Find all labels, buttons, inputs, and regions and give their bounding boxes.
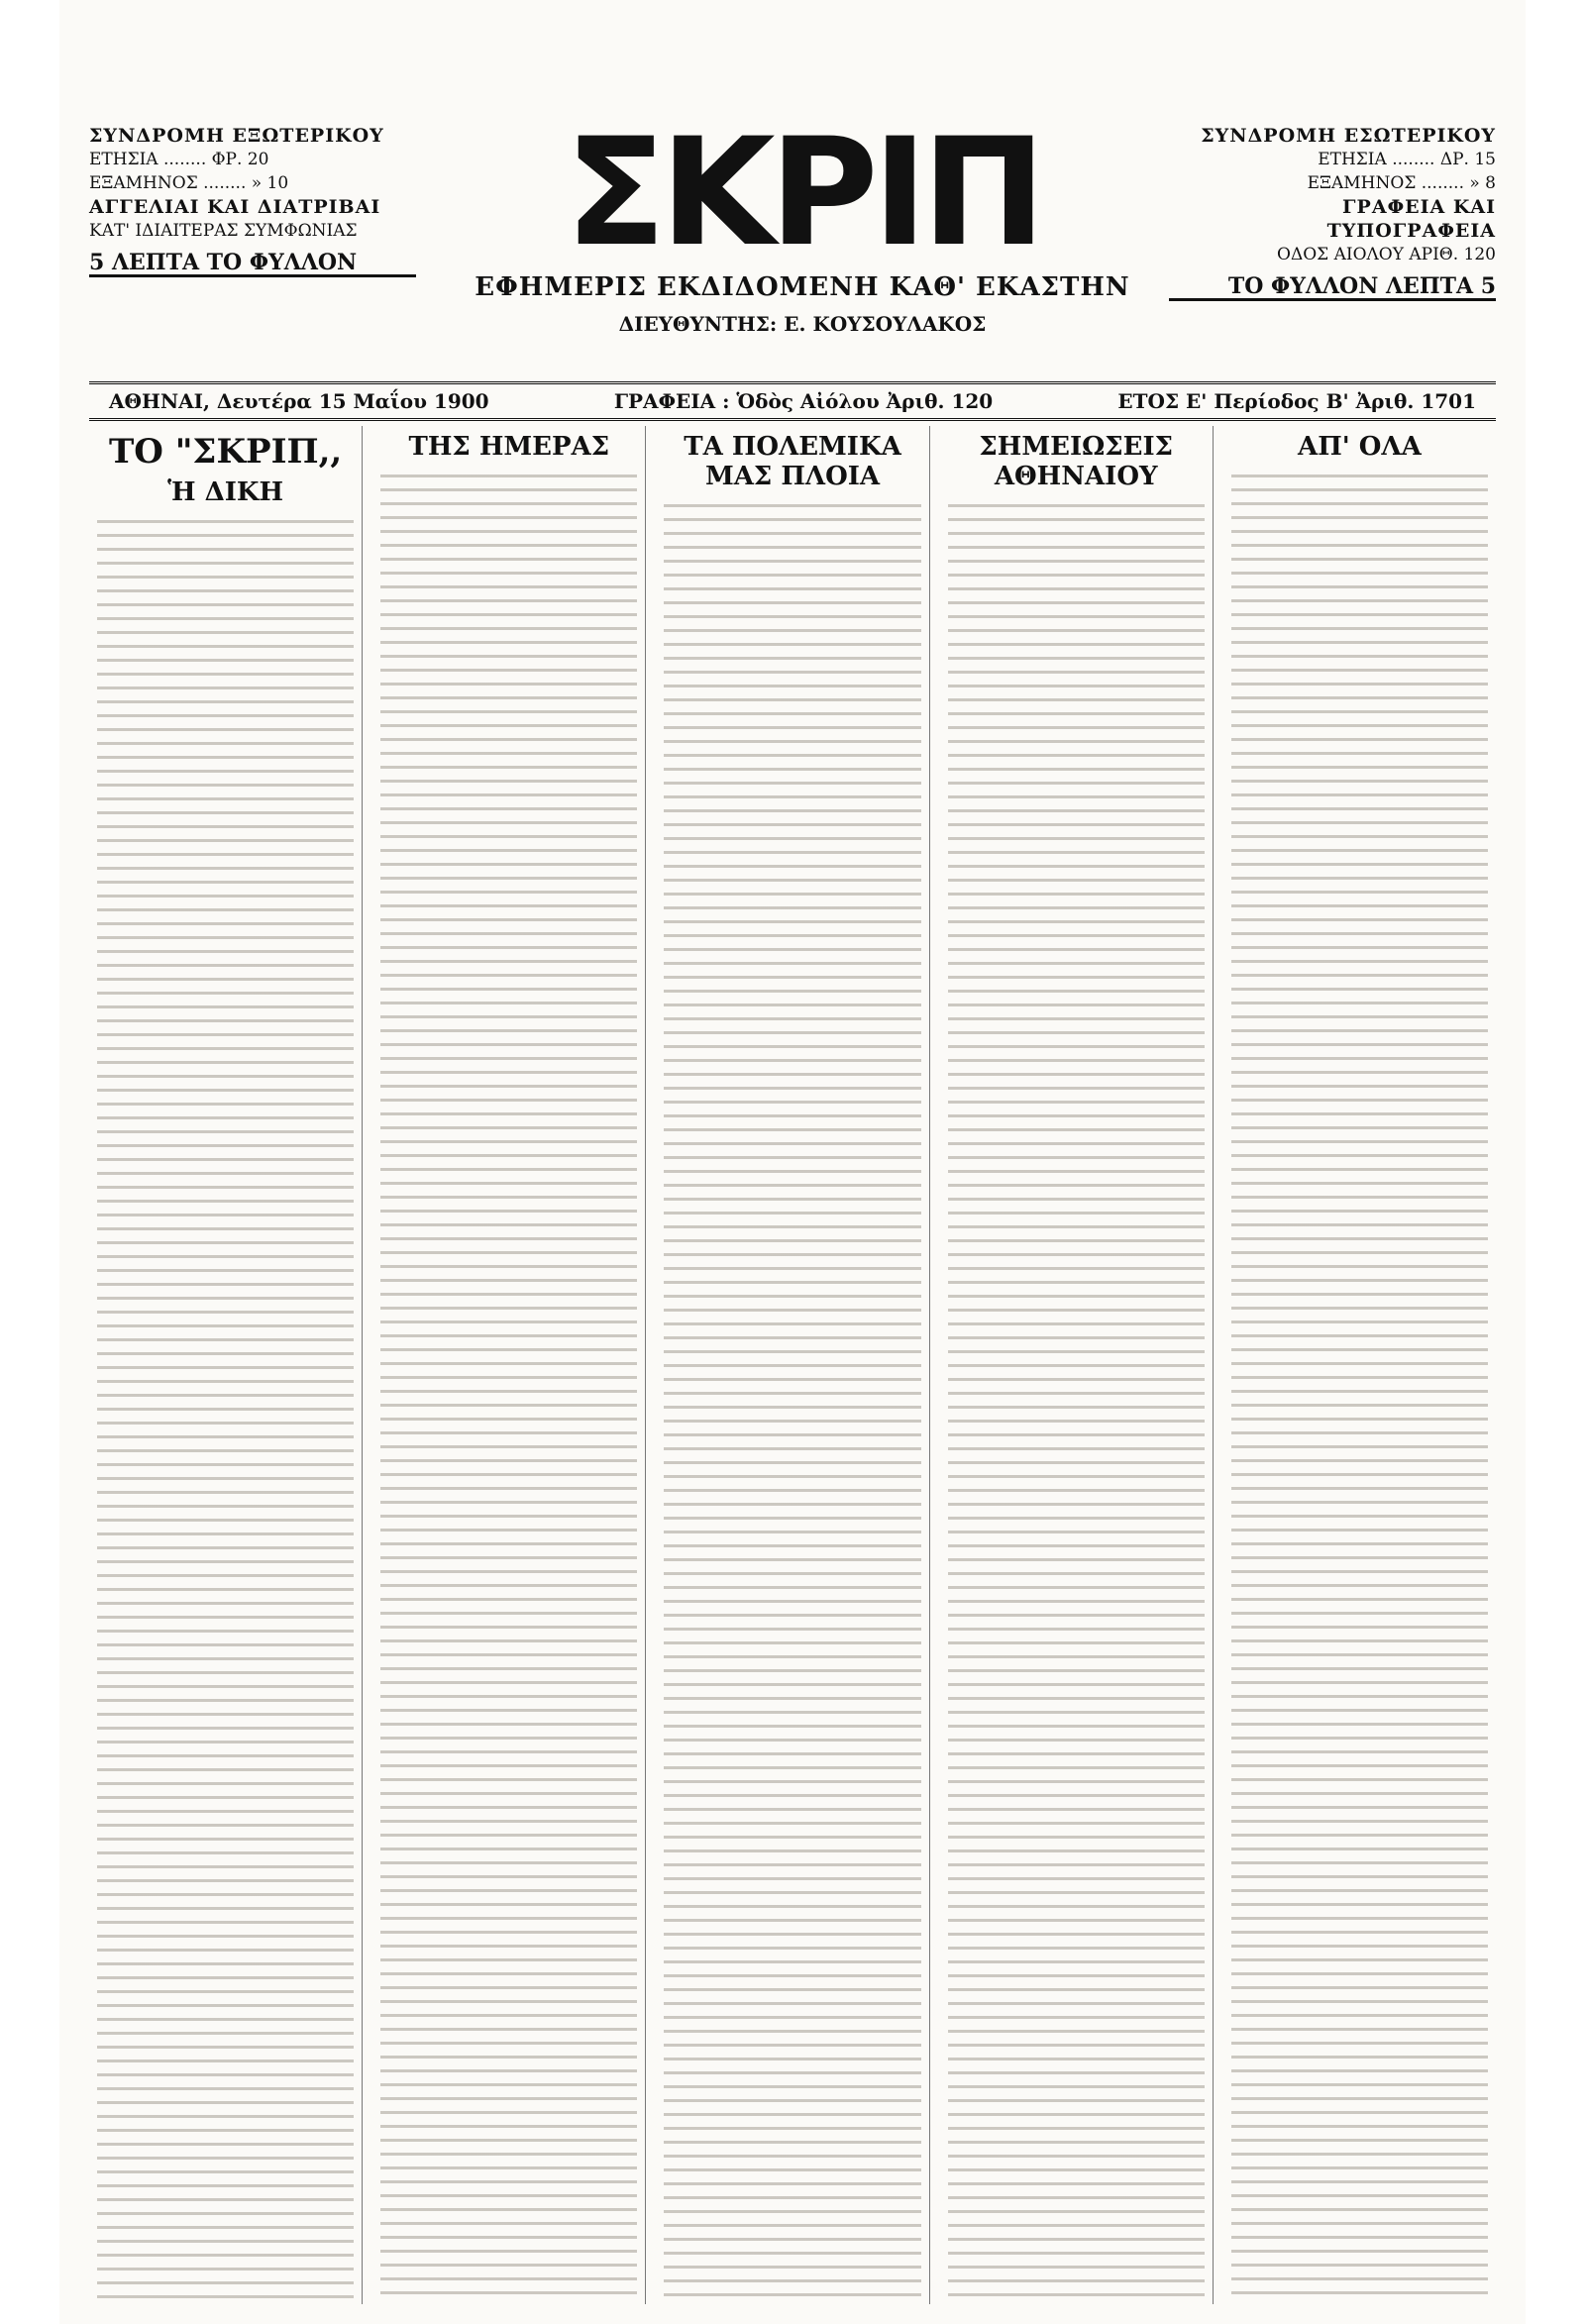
masthead [456, 107, 1149, 336]
right-box [1169, 124, 1496, 301]
column-3 [656, 426, 929, 2304]
headline-2: ΤΗΣ ΗΜΕΡΑΣ [408, 432, 610, 462]
column-body [380, 468, 637, 2304]
column-5 [1223, 426, 1496, 2304]
left-ads-sub: ΚΑΤ' ΙΔΙΑΙΤΕΡΑΣ ΣΥΜΦΩΝΙΑΣ [89, 221, 358, 241]
column-body [97, 513, 354, 2304]
headline-4: ΣΗΜΕΙΩΣΕΙΣ ΑΘΗΝΑΙΟΥ [979, 432, 1174, 491]
column-4 [940, 426, 1214, 2304]
office-line: ΓΡΑΦΕΙΑ : Ὁδὸς Αἰόλου Ἀριθ. 120 [613, 389, 994, 413]
masthead-director: ΔΙΕΥΘΥΝΤΗΣ: Ε. ΚΟΥΣΟΥΛΑΚΟΣ [618, 312, 987, 336]
left-box [89, 124, 416, 277]
columns [89, 426, 1496, 2304]
left-price: 5 ΛΕΠΤΑ ΤΟ ΦΥΛΛΟΝ [89, 251, 416, 277]
dateline [89, 381, 1496, 421]
column-2 [372, 426, 646, 2304]
headline-5: ΑΠ' ΟΛΑ [1298, 432, 1422, 462]
left-ads: ΑΓΓΕΛΙΑΙ ΚΑΙ ΔΙΑΤΡΙΒΑΙ [89, 196, 381, 218]
column-body [948, 497, 1205, 2304]
masthead-title: ΣΚΡΙΠ [565, 107, 1040, 279]
right-price: ΤΟ ΦΥΛΛΟΝ ΛΕΠΤΑ 5 [1169, 274, 1496, 301]
left-semi: ΕΞΑΜΗΝΟΣ ........ » 10 [89, 173, 289, 193]
column-body [664, 497, 920, 2304]
left-annual: ΕΤΗΣΙΑ ........ ΦΡ. 20 [89, 150, 269, 169]
issue: ΕΤΟΣ Ε' Περίοδος Β' Ἀριθ. 1701 [1117, 389, 1476, 413]
right-annual: ΕΤΗΣΙΑ ........ ΔΡ. 15 [1318, 150, 1496, 169]
masthead-subtitle: ΕΦΗΜΕΡΙΣ ΕΚΔΙΔΟΜΕΝΗ ΚΑΘ' ΕΚΑΣΤΗΝ [475, 272, 1130, 302]
right-office: ΓΡΑΦΕΙΑ ΚΑΙ ΤΥΠΟΓΡΑΦΕΙΑ [1326, 196, 1496, 242]
date: ΑΘΗΝΑΙ, Δευτέρα 15 Μαΐου 1900 [109, 389, 489, 413]
left-box-heading: ΣΥΝΔΡΟΜΗ ΕΞΩΤΕΡΙΚΟΥ [89, 125, 384, 147]
right-box-heading: ΣΥΝΔΡΟΜΗ ΕΣΩΤΕΡΙΚΟΥ [1201, 125, 1496, 147]
newspaper-page [59, 0, 1526, 2324]
right-address: ΟΔΟΣ ΑΙΟΛΟΥ ΑΡΙΘ. 120 [1277, 245, 1496, 264]
column-body [1231, 468, 1488, 2304]
column-1 [89, 426, 363, 2304]
headline-3: ΤΑ ΠΟΛΕΜΙΚΑ ΜΑΣ ΠΛΟΙΑ [684, 432, 901, 491]
right-semi: ΕΞΑΜΗΝΟΣ ........ » 8 [1307, 173, 1496, 193]
headline-1: ΤΟ "ΣΚΡΙΠ,, [108, 432, 343, 472]
headline-1b: Ἡ ΔΙΚΗ [167, 477, 284, 507]
